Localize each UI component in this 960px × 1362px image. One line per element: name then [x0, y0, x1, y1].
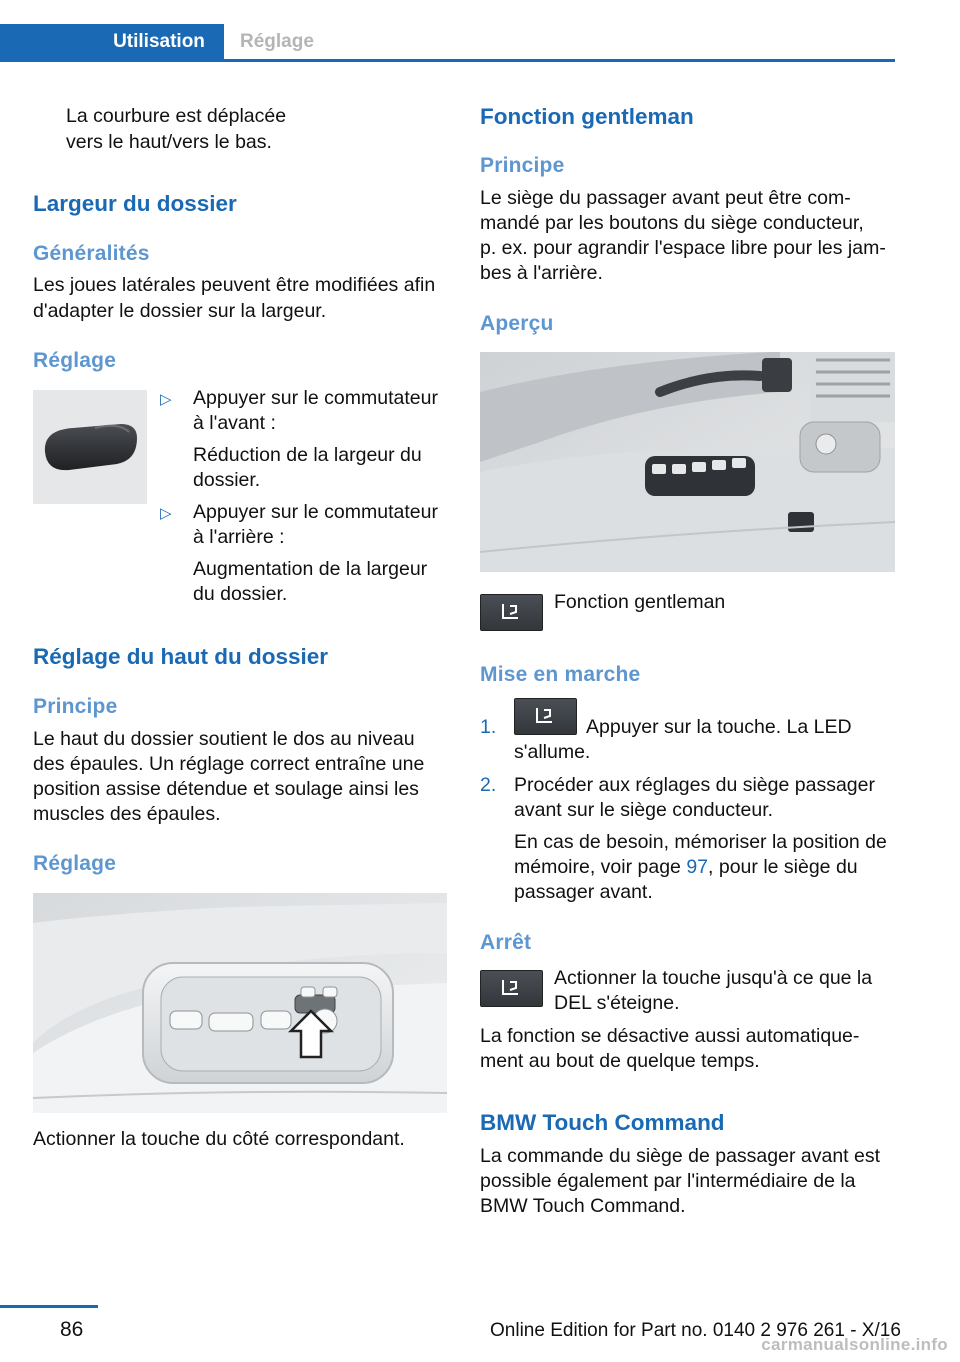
bullet-marker-1: ▷ — [160, 391, 172, 408]
touch-line-3: BMW Touch Command. — [480, 1195, 686, 1217]
intro-line-1: La courbure est déplacée — [66, 105, 287, 127]
gentleman-icon-caption: Fonction gentleman — [554, 591, 726, 613]
bullet-1-line-1: Appuyer sur le commutateur — [193, 387, 438, 409]
bullet-2-line-1: Appuyer sur le commutateur — [193, 501, 438, 523]
principe-left-line-1: Le haut du dossier soutient le dos au niveau — [33, 728, 415, 750]
edition-note: Online Edition for Part no. 0140 2 976 261 - X/16 — [490, 1320, 901, 1341]
arret-key-icon — [480, 970, 543, 1007]
touch-line-1: La commande du siège de passager avant est — [480, 1145, 881, 1167]
header-tabs — [0, 24, 895, 62]
bullet-1-line-2: à l'avant : — [193, 412, 276, 434]
generalites-line-2: d'adapter le dossier sur la largeur. — [33, 300, 327, 322]
step-2-sub-2 — [514, 855, 858, 880]
page-97-link[interactable]: 97 — [686, 856, 709, 878]
heading-bmw-touch-command: BMW Touch Command — [480, 1110, 725, 1135]
heading-mise-en-marche: Mise en marche — [480, 663, 641, 686]
principe-left-line-2: des épaules. Un réglage correct entraîne une — [33, 753, 425, 775]
bullet-2-line-2: à l'arrière : — [193, 526, 285, 548]
step-2-text-a: Procéder aux réglages du siège passager — [514, 774, 875, 796]
auto-off-line-2: ment au bout de quelque temps. — [480, 1050, 760, 1072]
tab-utilisation[interactable]: Utilisation — [94, 24, 224, 59]
step-2-sub-2-post: , pour le siège du — [708, 856, 858, 878]
heading-largeur-dossier: Largeur du dossier — [33, 191, 237, 216]
step-1-number: 1. — [480, 716, 497, 738]
bullet-1-sub-2: dossier. — [193, 469, 261, 491]
page-number: 86 — [60, 1318, 84, 1341]
seat-controls-image — [33, 893, 447, 1113]
principe-right-line-2: mandé par les boutons du siège conducteur, — [480, 212, 864, 234]
step-2-sub-3: passager avant. — [514, 881, 653, 903]
heading-principe-left: Principe — [33, 695, 118, 718]
gentleman-key-icon — [480, 594, 543, 631]
bullet-marker-2: ▷ — [160, 505, 172, 522]
width-switch-graphic — [33, 390, 147, 504]
step-2-sub-1: En cas de besoin, mémoriser la position de — [514, 831, 887, 853]
seat-icon — [534, 706, 558, 728]
step-1-text-a: Appuyer sur la touche. La LED — [586, 716, 852, 738]
seat-controls-caption: Actionner la touche du côté correspondant. — [33, 1128, 405, 1150]
arret-line-2: DEL s'éteigne. — [554, 992, 680, 1014]
door-panel-image — [480, 352, 895, 572]
arret-line-1: Actionner la touche jusqu'à ce que la — [554, 967, 873, 989]
bullet-2-sub-2: du dossier. — [193, 583, 288, 605]
intro-line-2: vers le haut/vers le bas. — [66, 131, 272, 153]
heading-fonction-gentleman: Fonction gentleman — [480, 104, 694, 129]
heading-generalites: Généralités — [33, 242, 150, 265]
principe-right-line-4: bes à l'arrière. — [480, 262, 603, 284]
seat-controls-graphic — [33, 893, 447, 1113]
generalites-line-1: Les joues latérales peuvent être modifiées afin — [33, 274, 436, 296]
step-2-text-b: avant sur le siège conducteur. — [514, 799, 774, 821]
auto-off-line-1: La fonction se désactive aussi automatique‐ — [480, 1025, 860, 1047]
seat-icon — [500, 978, 524, 1000]
heading-principe-right: Principe — [480, 154, 565, 177]
step-2-sub-2-pre: mémoire, voir page — [514, 856, 687, 878]
seat-icon — [500, 602, 524, 624]
watermark: carmanualsonline.info — [761, 1335, 948, 1354]
door-panel-graphic — [480, 352, 895, 572]
footer-accent-line — [0, 1305, 98, 1308]
step-2-number: 2. — [480, 774, 497, 796]
bullet-2-sub-1: Augmentation de la largeur — [193, 558, 428, 580]
bullet-1-sub-1: Réduction de la largeur du — [193, 444, 422, 466]
principe-right-line-3: p. ex. pour agrandir l'espace libre pour les jam‐ — [480, 237, 886, 259]
header-accent-bar — [0, 24, 94, 59]
step-1-key-icon — [514, 698, 577, 735]
principe-left-line-4: muscles des épaules. — [33, 803, 221, 825]
heading-apercu: Aperçu — [480, 312, 554, 335]
principe-right-line-1: Le siège du passager avant peut être com‐ — [480, 187, 851, 209]
principe-left-line-3: position assise détendue et soulage ainsi les — [33, 778, 419, 800]
heading-haut-dossier: Réglage du haut du dossier — [33, 644, 329, 669]
heading-arret: Arrêt — [480, 931, 532, 954]
heading-reglage-haut: Réglage — [33, 852, 117, 875]
step-1-text-b: s'allume. — [514, 741, 591, 763]
heading-reglage-largeur: Réglage — [33, 349, 117, 372]
width-switch-image — [33, 390, 147, 504]
touch-line-2: possible également par l'intermédiaire de la — [480, 1170, 856, 1192]
tab-reglage[interactable]: Réglage — [240, 31, 314, 52]
